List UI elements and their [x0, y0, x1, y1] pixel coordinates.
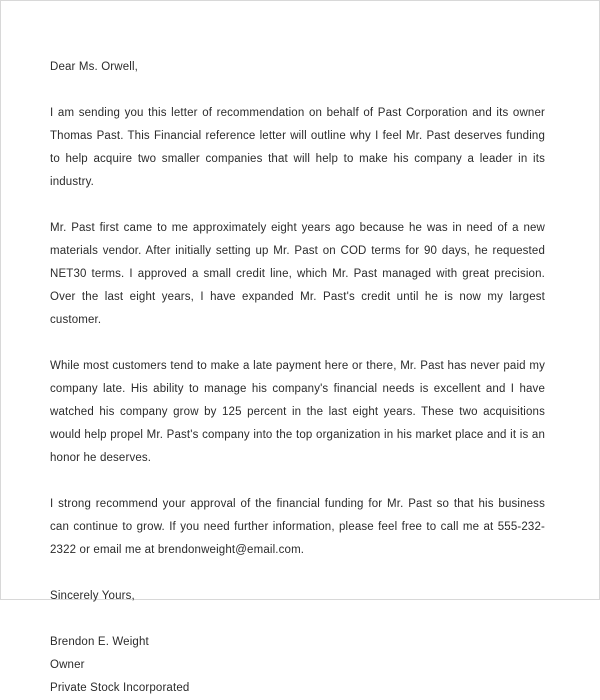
signature-title: Owner — [50, 659, 85, 671]
letter-paragraph-3: While most customers tend to make a late payment here or there, Mr. Past has never paid my company late. His ability to manage his company's financial needs is excellent and I have watched his company grow by 125 percent in the last eight years. These two acquisitions would help propel Mr. Past's company into the top organization in his market place and it is an honor he deserves. — [50, 360, 545, 464]
closing-salutation: Sincerely Yours, — [50, 590, 135, 602]
signature-name: Brendon E. Weight — [50, 636, 149, 648]
letter-paragraph-4: I strong recommend your approval of the financial funding for Mr. Past so that his business can continue to grow. If you need further information, please feel free to call me at 555-232-2322 or email me at brendonweight@email.com. — [50, 498, 545, 556]
letter-paragraph-1: I am sending you this letter of recommendation on behalf of Past Corporation and its owner Thomas Past. This Financial reference letter will outline why I feel Mr. Past deserves funding to help acquire two smaller companies that will help to make his company a leader in its industry. — [50, 107, 545, 188]
letter-paragraph-2: Mr. Past first came to me approximately eight years ago because he was in need of a new materials vendor. After initially setting up Mr. Past on COD terms for 90 days, he requested NET30 terms. I approved a small credit line, which Mr. Past managed with great precision. Over the last eight years, I have expanded Mr. Past's credit until he is now my largest customer. — [50, 222, 545, 326]
letter-body — [50, 1, 545, 700]
signature-block — [50, 631, 545, 700]
signature-company: Private Stock Incorporated — [50, 682, 190, 694]
salutation: Dear Ms. Orwell, — [50, 61, 139, 73]
